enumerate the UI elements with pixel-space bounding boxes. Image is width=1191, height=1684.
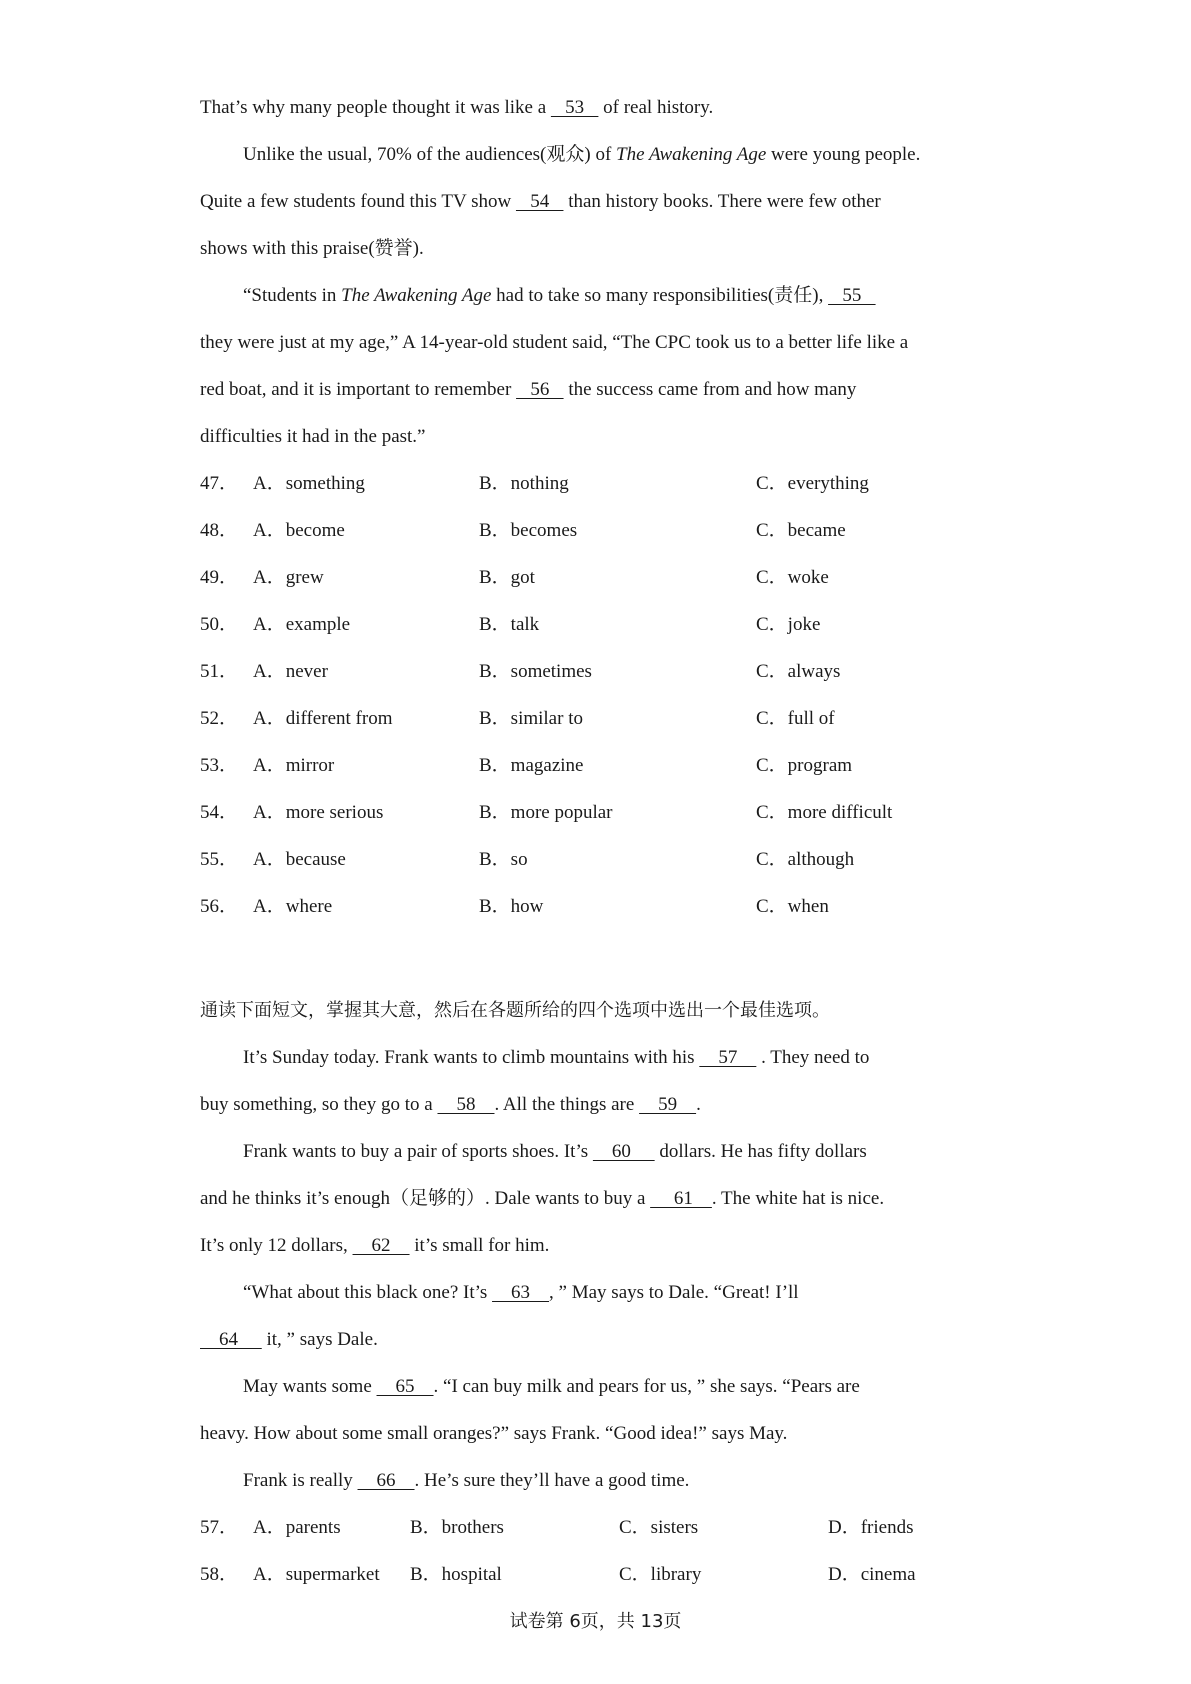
- passage-line: “Students in The Awakening Age had to take so many responsibilities(责任), 55: [200, 272, 1000, 319]
- blank-55: 55: [828, 285, 876, 306]
- option-b[interactable]: B．magazine: [479, 755, 584, 776]
- option-d[interactable]: D．friends: [828, 1517, 914, 1538]
- question-row-47: 47． A．something B．nothing C．everything: [200, 460, 1000, 507]
- question-row-48: 48． A．become B．becomes C．became: [200, 507, 1000, 554]
- option-b[interactable]: B．how: [479, 896, 544, 917]
- question-row-55: 55． A．because B．so C．although: [200, 836, 1000, 883]
- page-footer: 试卷第 6页，共 13页: [509, 1611, 682, 1632]
- option-b[interactable]: B．sometimes: [479, 661, 592, 682]
- option-a[interactable]: A．different from: [253, 708, 393, 729]
- blank-60: 60: [592, 1141, 655, 1162]
- passage-line: “What about this black one? It’s 63 , ” May says to Dale. “Great! I’ll: [200, 1269, 1000, 1316]
- question-row-51: 51． A．never B．sometimes C．always: [200, 648, 1000, 695]
- question-row-58: 58． A．supermarket B．hospital C．library D．cinema: [200, 1551, 1000, 1598]
- blank-65: 65: [376, 1376, 434, 1397]
- option-c[interactable]: C．library: [619, 1564, 702, 1585]
- option-b[interactable]: B．similar to: [479, 708, 583, 729]
- passage-line: May wants some 65 . “I can buy milk and pears for us, ” she says. “Pears are: [200, 1363, 1000, 1410]
- passage-line: Frank is really 66 . He’s sure they’ll have a good time.: [200, 1457, 1000, 1504]
- passage-line: It’s only 12 dollars, 62 it’s small for him.: [200, 1222, 1000, 1269]
- passage-line: difficulties it had in the past.”: [200, 426, 426, 447]
- option-c[interactable]: C．full of: [756, 708, 835, 729]
- option-a[interactable]: A．parents: [253, 1517, 341, 1538]
- option-b[interactable]: B．hospital: [410, 1564, 502, 1585]
- blank-64: 64: [200, 1329, 262, 1350]
- question-row-53: 53． A．mirror B．magazine C．program: [200, 742, 1000, 789]
- section-instruction: 通读下面短文，掌握其大意，然后在各题所给的四个选项中选出一个最佳选项。: [200, 1000, 830, 1021]
- blank-57: 57: [699, 1047, 757, 1068]
- option-b[interactable]: B．becomes: [479, 520, 578, 541]
- passage-line: they were just at my age,” A 14-year-old student said, “The CPC took us to a better life like a: [200, 332, 909, 353]
- option-b[interactable]: B．talk: [479, 614, 540, 635]
- passage-line: buy something, so they go to a 58 . All the things are 59 .: [200, 1081, 1000, 1128]
- title-italic: The Awakening Age: [341, 285, 492, 306]
- question-row-52: 52． A．different from B．similar to C．full of: [200, 695, 1000, 742]
- option-d[interactable]: D．cinema: [828, 1564, 916, 1585]
- option-a[interactable]: A．example: [253, 614, 351, 635]
- passage-line: 64 it, ” says Dale.: [200, 1316, 1000, 1363]
- option-b[interactable]: B．got: [479, 567, 535, 588]
- passage-1: [200, 84, 1000, 460]
- option-c[interactable]: C．although: [756, 849, 855, 870]
- option-c[interactable]: C．program: [756, 755, 853, 776]
- passage-line: and he thinks it’s enough（足够的）. Dale wants to buy a 61 . The white hat is nice.: [200, 1175, 1000, 1222]
- question-row-56: 56． A．where B．how C．when: [200, 883, 1000, 930]
- option-a[interactable]: A．more serious: [253, 802, 384, 823]
- option-a[interactable]: A．mirror: [253, 755, 335, 776]
- option-c[interactable]: C．became: [756, 520, 846, 541]
- option-b[interactable]: B．brothers: [410, 1517, 504, 1538]
- blank-54: 54: [515, 191, 564, 212]
- option-c[interactable]: C．woke: [756, 567, 829, 588]
- blank-59: 59: [639, 1094, 697, 1115]
- option-b[interactable]: B．more popular: [479, 802, 613, 823]
- option-c[interactable]: C．joke: [756, 614, 821, 635]
- blank-53: 53: [550, 97, 599, 118]
- options-57-58: [200, 1504, 1000, 1598]
- option-a[interactable]: A．grew: [253, 567, 324, 588]
- passage-2: [200, 1034, 1000, 1504]
- option-a[interactable]: A．where: [253, 896, 333, 917]
- passage-line: Frank wants to buy a pair of sports shoes. It’s 60 dollars. He has fifty dollars: [200, 1128, 1000, 1175]
- blank-61: 61: [650, 1188, 712, 1209]
- passage-line: Unlike the usual, 70% of the audiences(观众) of The Awakening Age were young people.: [243, 144, 921, 165]
- option-c[interactable]: C．more difficult: [756, 802, 893, 823]
- passage-line: shows with this praise(赞誉).: [200, 238, 424, 259]
- options-47-56: [200, 460, 1000, 930]
- question-row-50: 50． A．example B．talk C．joke: [200, 601, 1000, 648]
- option-c[interactable]: C．when: [756, 896, 829, 917]
- question-row-49: 49． A．grew B．got C．woke: [200, 554, 1000, 601]
- option-a[interactable]: A．become: [253, 520, 345, 541]
- passage-line: Quite a few students found this TV show 54 than history books. There were few other: [200, 178, 1000, 225]
- question-row-57: 57． A．parents B．brothers C．sisters D．friends: [200, 1504, 1000, 1551]
- blank-56: 56: [516, 379, 564, 400]
- option-a[interactable]: A．because: [253, 849, 346, 870]
- option-a[interactable]: A．something: [253, 473, 365, 494]
- title-italic: The Awakening Age: [616, 144, 767, 165]
- option-c[interactable]: C．sisters: [619, 1517, 699, 1538]
- question-row-54: 54． A．more serious B．more popular C．more difficult: [200, 789, 1000, 836]
- passage-line: That’s why many people thought it was like a 53 of real history.: [200, 84, 1000, 131]
- passage-line: heavy. How about some small oranges?” says Frank. “Good idea!” says May.: [200, 1423, 788, 1444]
- option-b[interactable]: B．nothing: [479, 473, 569, 494]
- option-a[interactable]: A．never: [253, 661, 328, 682]
- passage-line: red boat, and it is important to remember 56 the success came from and how many: [200, 366, 1000, 413]
- option-c[interactable]: C．everything: [756, 473, 869, 494]
- blank-63: 63: [492, 1282, 550, 1303]
- option-b[interactable]: B．so: [479, 849, 528, 870]
- blank-58: 58: [437, 1094, 495, 1115]
- passage-line: It’s Sunday today. Frank wants to climb mountains with his 57 . They need to: [200, 1034, 1000, 1081]
- blank-66: 66: [357, 1470, 415, 1491]
- option-c[interactable]: C．always: [756, 661, 841, 682]
- blank-62: 62: [352, 1235, 410, 1256]
- option-a[interactable]: A．supermarket: [253, 1564, 380, 1585]
